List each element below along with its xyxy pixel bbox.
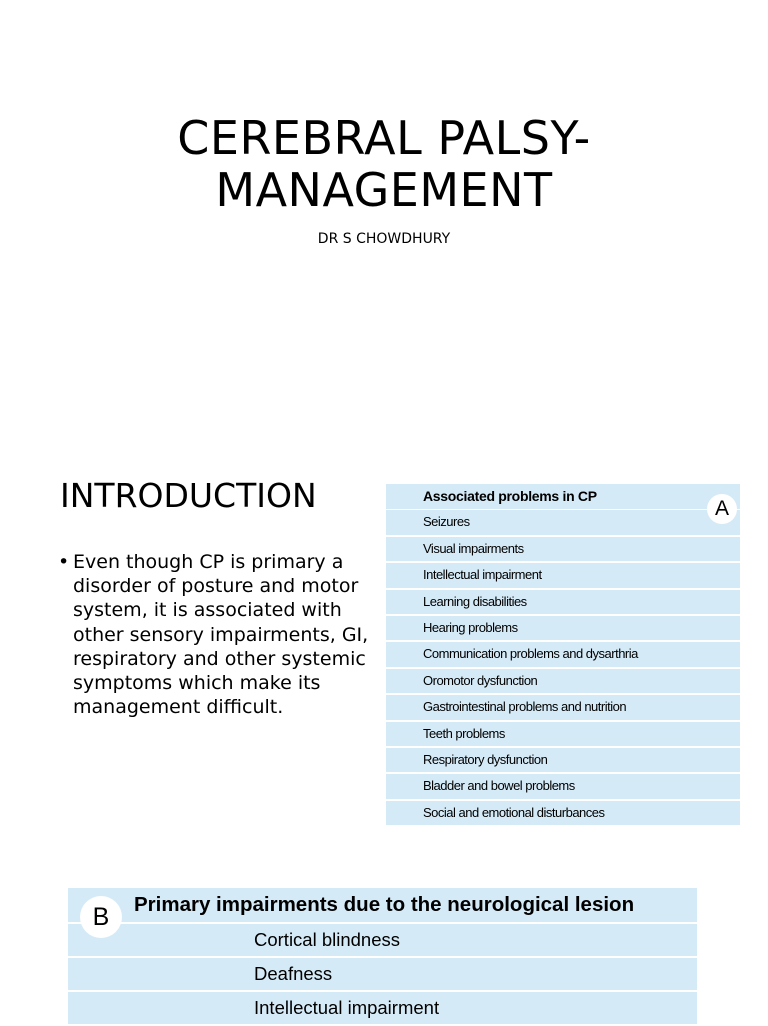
table-row: Communication problems and dysarthria [386,642,740,667]
table-row: Oromotor dysfunction [386,669,740,694]
table-b-badge: B [80,896,122,938]
intro-bullet-text: Even though CP is primary a disorder of posture and motor system, it is associated with other sensory impairments, GI, respiratory and other systemic symptoms which make its management difficult. [73,551,369,719]
table-row: Intellectual impairment [68,992,697,1024]
slide-subtitle: DR S CHOWDHURY [317,231,451,247]
intro-heading: INTRODUCTION [60,476,317,515]
table-row: Seizures [386,510,740,535]
table-header: Associated problems in CP [386,484,740,509]
associated-problems-table [386,484,740,827]
table-row: Intellectual impairment [386,563,740,588]
table-row: Respiratory dysfunction [386,748,740,773]
table-row: Cortical blindness [68,924,697,956]
intro-bullet [58,550,383,719]
table-row: Visual impairments [386,537,740,562]
title-slide [0,0,768,430]
slide-title-line-1: CEREBRAL PALSY- [177,111,591,165]
table-row: Gastrointestinal problems and nutrition [386,695,740,720]
bullet-dot-icon: • [58,551,70,573]
table-row: Deafness [68,958,697,990]
table-row: Teeth problems [386,722,740,747]
table-row: Learning disabilities [386,590,740,615]
table-row: Bladder and bowel problems [386,774,740,799]
slide-title [0,112,768,216]
table-row: Social and emotional disturbances [386,801,740,826]
table-a-badge: A [707,494,737,524]
primary-impairments-table [68,888,697,1026]
slide-title-line-2: MANAGEMENT [215,163,553,217]
table-header: Primary impairments due to the neurological lesion [68,888,697,922]
table-row: Hearing problems [386,616,740,641]
